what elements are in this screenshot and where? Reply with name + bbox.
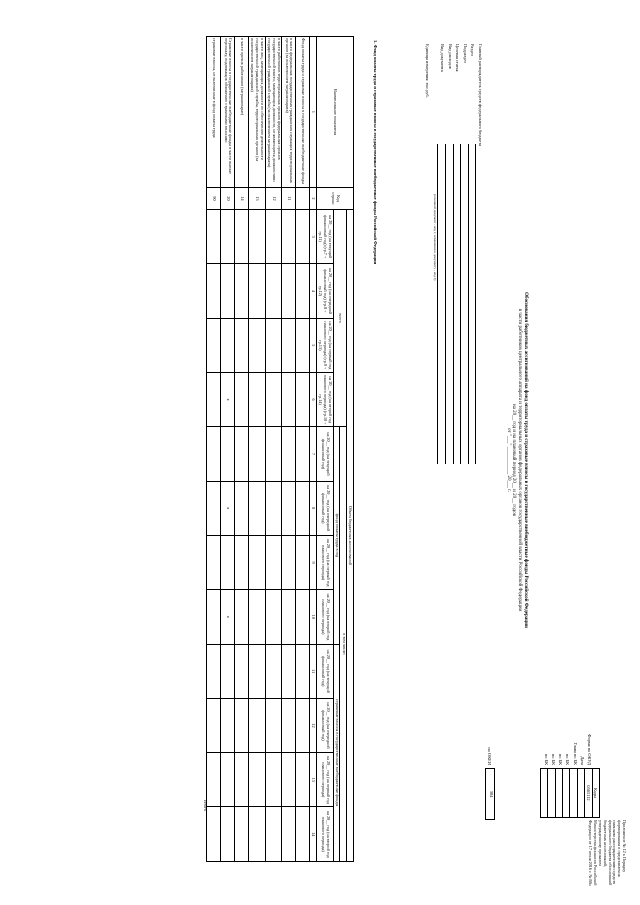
table-cell[interactable] (296, 590, 310, 644)
code-value[interactable] (570, 769, 577, 818)
table-cell[interactable]: х (221, 590, 235, 644)
field-row (436, 44, 444, 464)
table-cell[interactable] (207, 210, 221, 264)
col-number: 6 (310, 372, 317, 426)
row-name: в части прочих работников (загранаппарат) (235, 37, 249, 188)
unit-label: Единица измерения: тыс.руб. (424, 44, 430, 98)
field-label: Главный распорядитель средств федерального бюджета (478, 44, 483, 147)
field-label: Раздел (470, 44, 476, 57)
code-value[interactable] (563, 769, 570, 818)
table-cell[interactable] (221, 807, 235, 862)
code-value[interactable] (540, 769, 547, 818)
table-cell[interactable] (235, 807, 249, 862)
table-cell[interactable] (207, 590, 221, 644)
title-line-3: на 20__ год и на плановый период 20__ и 20__ годов (511, 403, 517, 517)
row-code: 20 (221, 187, 235, 209)
field-row (452, 44, 460, 464)
table-cell[interactable] (265, 264, 281, 318)
col-header: на 20__ год (на текущий финансовый год) (317, 427, 333, 481)
table-cell[interactable] (235, 372, 249, 426)
col-header: на 20__ год (на первый год планового периода) (317, 753, 333, 807)
table-cell[interactable] (221, 264, 235, 318)
title-line-2: в части работников центрального аппарата и территориальных органов федеральных органов государственной власти Российской Федерации (517, 308, 523, 612)
col-header: на 20__ год (на очередной финансовый год) (317, 481, 333, 535)
row-name: страховые взносы, не включенные в фонд оплаты труда (207, 37, 221, 188)
row-name: Страховые взносы в государственные внебюджетные фонды в части выплат персоналу, подлежащих обложению страховыми взносами (221, 37, 235, 188)
field-line[interactable] (475, 144, 476, 464)
table-cell[interactable] (249, 644, 265, 698)
field-row (421, 44, 429, 464)
table-cell[interactable] (282, 590, 296, 644)
col-header: на 20__ год (на второй год планового периода) (317, 807, 333, 862)
table-cell[interactable] (282, 807, 296, 862)
table-cell[interactable] (249, 590, 265, 644)
table-cell[interactable] (265, 372, 281, 426)
table-cell[interactable] (265, 807, 281, 862)
table-cell[interactable] (249, 535, 265, 589)
field-label: Подраздел (462, 44, 468, 64)
col-number: 3 (310, 210, 317, 264)
table-cell[interactable] (265, 590, 281, 644)
codes-labels (542, 707, 592, 765)
field-line[interactable] (460, 144, 461, 464)
field-label: Вид расходов (447, 44, 453, 69)
table-cell[interactable] (221, 535, 235, 589)
col-header: на 20__ год (на первый год планового периода) (гр.9 + гр.13) (317, 318, 333, 372)
table-cell[interactable] (296, 481, 310, 535)
table-cell[interactable] (296, 807, 310, 862)
col-number: 8 (310, 481, 317, 535)
table-cell[interactable] (282, 481, 296, 535)
table-cell[interactable] (221, 318, 235, 372)
table-row (235, 37, 249, 862)
table-cell[interactable] (207, 753, 221, 807)
table-cell[interactable] (207, 698, 221, 752)
col-header-volume: Объем бюджетных ассигнований (347, 210, 354, 862)
col-number: 12 (310, 698, 317, 752)
codes-header: Коды (592, 769, 599, 818)
table-row (207, 37, 221, 862)
field-line[interactable] (468, 144, 469, 464)
table-cell[interactable] (249, 264, 265, 318)
table-cell[interactable] (207, 481, 221, 535)
col-number: 10 (310, 590, 317, 644)
col-number: 9 (310, 535, 317, 589)
code-label: по БК (551, 753, 557, 765)
table-cell[interactable] (235, 481, 249, 535)
table-cell[interactable] (207, 318, 221, 372)
code-label: по БК (558, 753, 564, 765)
field-label: Вид документа (440, 44, 446, 72)
column-numbers-row (310, 37, 317, 862)
row-code: 14 (235, 187, 249, 209)
col-header: на 20__ год (на очередной финансовый год) (317, 698, 333, 752)
field-label: Целевая статья (455, 44, 461, 72)
table-row (282, 37, 296, 862)
table-cell[interactable] (282, 698, 296, 752)
table-cell[interactable] (249, 807, 265, 862)
doc-kind-hint: (основной документ - код 1; изменения к документу - код 2) (433, 194, 438, 281)
table-cell[interactable] (235, 698, 249, 752)
code-value[interactable]: 0505112 (585, 769, 592, 818)
col-header: на 20__ год (на первый год планового периода) (317, 535, 333, 589)
table-cell[interactable] (221, 698, 235, 752)
col-header-incl: в том числе: (340, 427, 347, 862)
col-header: на 20__ год (на текущий финансовый год) (317, 644, 333, 698)
field-line[interactable] (437, 144, 438, 464)
row-name: в части работников территориальных органов федеральных органов государственной власти, замещающих должности, не являющиеся должностями государственной гражданской службы (за исключением загранаппарата) (265, 37, 281, 188)
code-value[interactable] (577, 769, 584, 818)
document-title (505, 210, 528, 710)
table-cell[interactable] (265, 698, 281, 752)
col-number: 5 (310, 318, 317, 372)
row-code: 13 (249, 187, 265, 209)
table-cell[interactable] (282, 210, 296, 264)
table-cell[interactable] (296, 535, 310, 589)
codes-table (540, 768, 600, 818)
table-cell[interactable] (221, 753, 235, 807)
table-cell[interactable]: х (221, 481, 235, 535)
total-label: Итого (203, 800, 208, 812)
table-cell[interactable] (265, 210, 281, 264)
col-number: 4 (310, 264, 317, 318)
col-header: на 20__ год (на очередной финансовый год) (гр.8 + гр.12) (317, 264, 333, 318)
table-cell[interactable] (282, 753, 296, 807)
code-label: по БК (565, 753, 571, 765)
col-number: 1 (310, 37, 317, 188)
table-cell[interactable] (221, 644, 235, 698)
table-cell[interactable] (265, 427, 281, 481)
table-cell[interactable] (207, 535, 221, 589)
table-cell[interactable] (282, 427, 296, 481)
col-header: на 20__ год (на текущий финансовый год) (гр.7 + гр.11) (317, 210, 333, 264)
table-cell[interactable] (296, 753, 310, 807)
row-code: 90 (207, 187, 221, 209)
table-cell[interactable] (235, 427, 249, 481)
table-cell[interactable] (249, 753, 265, 807)
table-cell[interactable] (235, 590, 249, 644)
table-cell[interactable] (282, 644, 296, 698)
table-cell[interactable] (235, 264, 249, 318)
table-cell[interactable] (221, 210, 235, 264)
table-cell[interactable] (296, 644, 310, 698)
table-cell[interactable] (265, 318, 281, 372)
table-cell[interactable] (249, 481, 265, 535)
okei-value[interactable]: 384 (485, 768, 495, 820)
col-header: на 20__ год (на второй год планового периода) (317, 590, 333, 644)
code-label: Глава по БК (572, 742, 578, 765)
table-cell[interactable] (296, 372, 310, 426)
field-row (459, 44, 467, 464)
col-header: на 20__ год (на второй год планового периода) (гр.10 + гр.14) (317, 372, 333, 426)
table-cell[interactable] (282, 264, 296, 318)
table-cell[interactable] (265, 644, 281, 698)
date-line: от "___" ___________ 20___ г. (505, 428, 511, 492)
table-cell[interactable] (296, 318, 310, 372)
table-cell[interactable] (235, 535, 249, 589)
table-cell[interactable] (249, 318, 265, 372)
code-label: Форма по ОКУД (587, 734, 592, 765)
field-row (467, 44, 475, 464)
row-name: Фонд оплаты труда и страховые взносы в государственные внебюджетные фонды (296, 37, 310, 188)
col-number: 13 (310, 753, 317, 807)
table-cell[interactable] (282, 372, 296, 426)
table-cell[interactable] (265, 753, 281, 807)
table-cell[interactable] (235, 318, 249, 372)
table-row (265, 37, 281, 862)
col-number: 2 (310, 187, 317, 209)
table-cell[interactable] (296, 427, 310, 481)
okei-label: по ОКЕИ (487, 747, 492, 765)
table-cell[interactable] (282, 318, 296, 372)
col-header-insurance: страховые взносы в государственные внебюджетные фонды (333, 644, 340, 862)
col-number: 11 (310, 644, 317, 698)
col-header-fot: фонд оплаты труда в год (333, 427, 340, 644)
table-cell[interactable] (249, 427, 265, 481)
code-label: по БК (543, 753, 549, 765)
table-cell[interactable] (296, 698, 310, 752)
table-cell[interactable] (235, 753, 249, 807)
table-cell[interactable] (265, 481, 281, 535)
table-row (296, 37, 310, 862)
table-body (207, 37, 310, 862)
budget-table (206, 36, 354, 862)
table-cell[interactable] (235, 210, 249, 264)
appendix-note: Приложение № 12 к Порядку формирования и представления главными распорядителями средств федерального бюджета обоснований бюджетных ассигнований, утвержденному приказом Министерства финансов Российской Федерации от 17 июня 2016 г. № 88н (588, 820, 627, 886)
table-cell[interactable] (207, 807, 221, 862)
code-label: Дата (579, 756, 585, 765)
table-cell[interactable] (249, 210, 265, 264)
field-row (474, 44, 482, 464)
col-header-code: Код строки (317, 187, 354, 209)
table-cell[interactable] (207, 427, 221, 481)
table-cell[interactable] (296, 264, 310, 318)
table-cell[interactable] (249, 698, 265, 752)
section-title: 1. Фонд оплаты труда и страховые взносы в государственные внебюджетные фонды Российской Федерации (373, 40, 378, 265)
row-name: в части лиц, замещающих должности по обеспечению деятельности государственной гражданской службы, территориальных органов (за исключением загранаппарата) (249, 37, 265, 188)
table-cell[interactable] (221, 427, 235, 481)
table-cell[interactable] (282, 535, 296, 589)
row-name: в части федеральных государственных гражданских служащих территориальных органов (за исключением загранаппарата) (282, 37, 296, 188)
row-code: 11 (282, 187, 296, 209)
table-cell[interactable] (207, 372, 221, 426)
field-line[interactable] (453, 144, 454, 464)
col-number: 14 (310, 807, 317, 862)
code-value[interactable] (548, 769, 555, 818)
field-row (444, 44, 452, 464)
row-code: 12 (265, 187, 281, 209)
field-line[interactable] (445, 144, 446, 464)
header-fields (421, 44, 482, 464)
table-cell[interactable] (249, 372, 265, 426)
table-row (249, 37, 265, 862)
table-cell[interactable] (207, 264, 221, 318)
table-cell[interactable] (207, 644, 221, 698)
table-row (221, 37, 235, 862)
table-cell[interactable]: х (221, 372, 235, 426)
table-cell[interactable] (235, 644, 249, 698)
col-header-name: Наименование показателя (317, 37, 354, 188)
col-number: 7 (310, 427, 317, 481)
col-header-total: всего (333, 210, 347, 427)
row-code (296, 187, 310, 209)
table-cell[interactable] (296, 210, 310, 264)
table-cell[interactable] (265, 535, 281, 589)
code-value[interactable] (555, 769, 562, 818)
title-line-1: Обоснования бюджетных ассигнований на фонд оплаты труда и страховые взносы в государственные внебюджетные фонды Российской Федерации (523, 292, 528, 628)
